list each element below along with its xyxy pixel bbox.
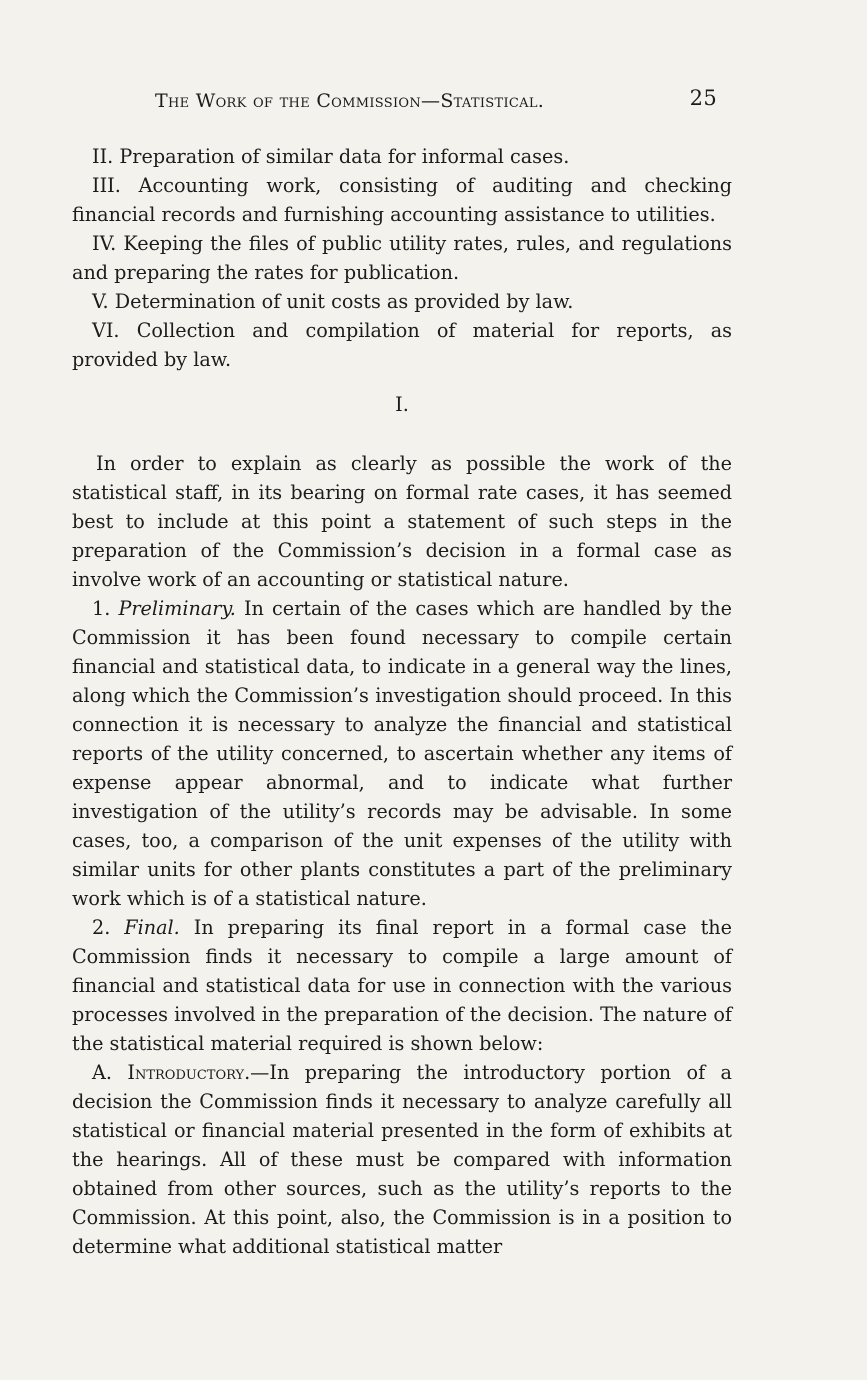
list-item [72, 316, 732, 374]
preliminary-number: 1. [92, 597, 111, 620]
list-text: Accounting work, consisting of auditing and checking financial records and furnishing accounting assistance to utilities. [72, 174, 733, 226]
list-text: Preparation of similar data for informal cases. [119, 145, 570, 168]
running-header [155, 86, 725, 118]
list-text: Collection and compilation of material for reports, as provided by law. [72, 319, 732, 371]
final-heading: Final. [124, 916, 180, 939]
introductory-heading: Introductory. [127, 1061, 251, 1084]
introductory-label: A. [92, 1061, 112, 1084]
list-text: Determination of unit costs as provided by law. [114, 290, 574, 313]
preliminary-paragraph [72, 594, 732, 913]
introductory-dash: — [250, 1061, 270, 1084]
running-title: The Work of the Commission—Statistical. [155, 90, 545, 112]
section-heading: I. [395, 393, 409, 416]
page-body [72, 142, 732, 1261]
preliminary-text: In certain of the cases which are handled by the Commission it has been found necessary to compile certain financial and statistical data, to indicate in a general way the lines, along which the Commission’s investigation should proceed. In this connection it is necessary to analyze the financial and statistical reports of the utility concerned, to ascertain whether any items of expense appear abnormal, and to indicate what further investigation of the utility’s records may be advisable. In some cases, too, a comparison of the unit expenses of the utility with similar units for other plants constitutes a part of the preliminary work which is of a statistical nature. [72, 597, 732, 910]
list-numeral: V. [92, 290, 109, 313]
list-numeral: II. [92, 145, 114, 168]
list-item [72, 229, 732, 287]
introductory-text: In preparing the introductory portion of a decision the Commission finds it necessary to analyze carefully all statistical or financial material presented in the form of exhibits at the hearings. All of these must be compared with information obtained from other sources, such as the utility’s reports to the Commission. At this point, also, the Commission is in a position to determine what additional statistical matter [72, 1061, 732, 1258]
list-item [72, 142, 732, 171]
intro-paragraph: In order to explain as clearly as possible the work of the statistical staff, in its bearing on formal rate cases, it has seemed best to include at this point a statement of such steps in the preparation of the Commission’s decision in a formal case as involve work of an accounting or statistical nature. [72, 452, 732, 591]
list-numeral: III. [92, 174, 121, 197]
list-numeral: IV. [92, 232, 117, 255]
preliminary-heading: Preliminary. [118, 597, 236, 620]
list-numeral: VI. [92, 319, 120, 342]
final-paragraph [72, 913, 732, 1058]
final-number: 2. [92, 916, 111, 939]
list-item [72, 171, 732, 229]
introductory-paragraph [72, 1058, 732, 1261]
page-number: 25 [689, 86, 717, 110]
list-text: Keeping the files of public utility rates, rules, and regulations and preparing the rates for publication. [72, 232, 732, 284]
final-text: In preparing its final report in a formal case the Commission finds it necessary to compile a large amount of financial and statistical data for use in connection with the various processes involved in the preparation of the decision. The nature of the statistical material required is shown below: [72, 916, 732, 1055]
list-item [72, 287, 732, 316]
